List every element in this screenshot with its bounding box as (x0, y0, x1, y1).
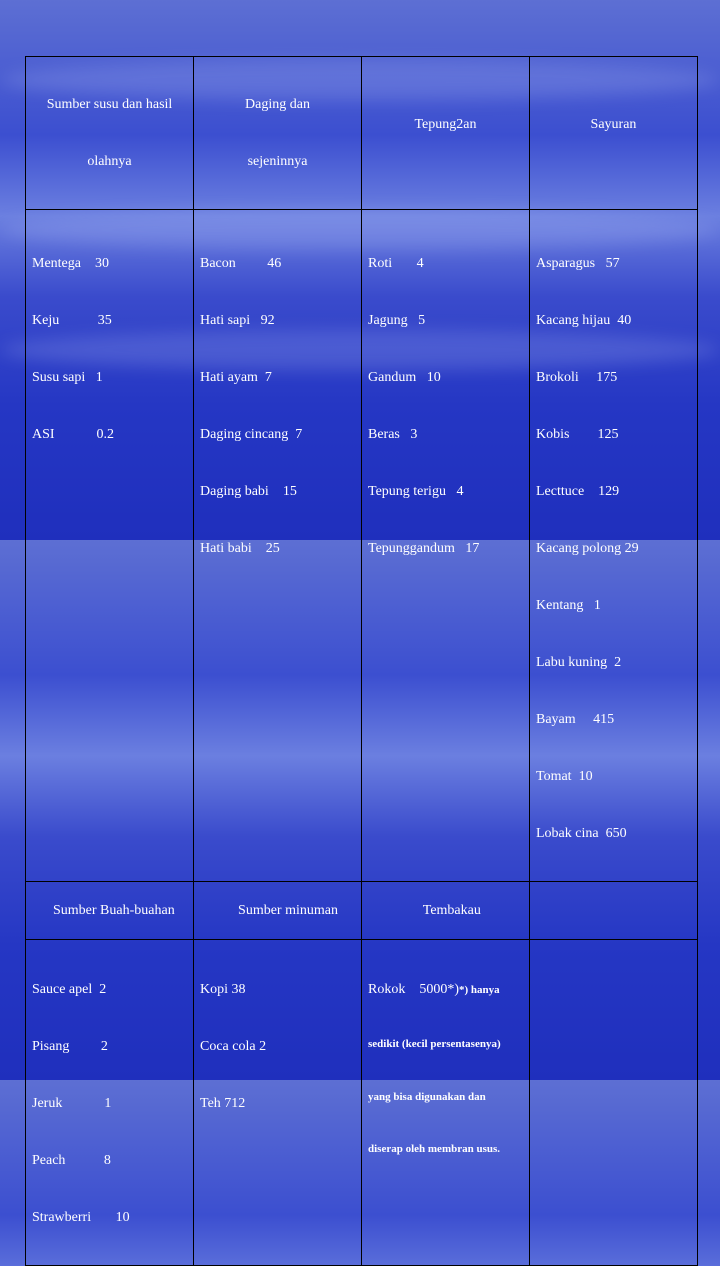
header-label: Sumber Buah-buahan (53, 903, 175, 918)
list-item: Teh 712 (200, 1096, 246, 1111)
tembakau-row (368, 980, 523, 999)
nutrition-table (25, 56, 698, 1266)
list-item: Lobak cina 650 (536, 826, 627, 841)
header-line: sejeninnya (247, 154, 308, 169)
list-item: Gandum 10 (368, 370, 441, 385)
cell-susu (26, 210, 194, 882)
cell-sayuran (530, 210, 698, 882)
header-sayuran (530, 57, 698, 210)
header-line: Tepung2an (414, 116, 477, 132)
list-item: Susu sapi 1 (32, 370, 103, 385)
list-item: Hati sapi 92 (200, 313, 275, 328)
tembakau-note-inline: *) hanya (459, 984, 500, 996)
header-label: Sumber minuman (238, 903, 338, 918)
header-line: Sumber susu dan hasil (46, 97, 173, 112)
list-item: Tepunggandum 17 (368, 541, 480, 556)
list-item: Strawberri 10 (32, 1210, 130, 1225)
cell-daging (194, 210, 362, 882)
list-item: Daging babi 15 (200, 484, 297, 499)
tembakau-note: diserap oleh membran usus. (368, 1143, 501, 1155)
list-item: Daging cincang 7 (200, 427, 303, 442)
table-row (26, 882, 698, 940)
list-item: Roti 4 (368, 256, 424, 271)
list-item: Brokoli 175 (536, 370, 618, 385)
list-item: Mentega 30 (32, 256, 109, 271)
header-label: Tembakau (422, 903, 481, 918)
list-item: Sauce apel 2 (32, 982, 107, 997)
tembakau-main: Rokok 5000*) (368, 982, 459, 997)
list-item: Kopi 38 (200, 982, 246, 997)
list-item: Pisang 2 (32, 1039, 108, 1054)
table-row (26, 57, 698, 210)
header-line: Sayuran (590, 116, 637, 132)
list-item: Coca cola 2 (200, 1039, 267, 1054)
header-minuman (194, 882, 362, 940)
list-item: Jagung 5 (368, 313, 426, 328)
cell-buah (26, 940, 194, 1266)
header-empty (530, 882, 698, 940)
list-item: Keju 35 (32, 313, 112, 328)
list-item: Kobis 125 (536, 427, 619, 442)
list-item: Asparagus 57 (536, 256, 620, 271)
header-tepung (362, 57, 530, 210)
header-daging (194, 57, 362, 210)
tembakau-note: yang bisa digunakan dan (368, 1090, 486, 1103)
list-item: Bayam 415 (536, 712, 615, 727)
tembakau-note: sedikit (kecil persentasenya) (368, 1038, 501, 1050)
list-item: Labu kuning 2 (536, 655, 622, 670)
cell-minuman (194, 940, 362, 1266)
list-item: Hati babi 25 (200, 541, 280, 556)
header-line: Daging dan (245, 97, 310, 112)
list-item: Peach 8 (32, 1153, 111, 1168)
header-susu (26, 57, 194, 210)
header-line: olahnya (87, 154, 132, 169)
header-tembakau (362, 882, 530, 940)
table-row (26, 940, 698, 1266)
list-item: Kentang 1 (536, 598, 601, 613)
list-item: Beras 3 (368, 427, 418, 442)
list-item: ASI 0.2 (32, 427, 115, 442)
list-item: Lecttuce 129 (536, 484, 620, 499)
list-item: Tomat 10 (536, 769, 593, 784)
table-row (26, 210, 698, 882)
list-item: Jeruk 1 (32, 1096, 112, 1111)
list-item: Tepung terigu 4 (368, 484, 464, 499)
list-item: Hati ayam 7 (200, 370, 272, 385)
list-item: Bacon 46 (200, 256, 282, 271)
cell-tepung (362, 210, 530, 882)
cell-tembakau (362, 940, 530, 1266)
cell-empty (530, 940, 698, 1266)
list-item: Kacang polong 29 (536, 541, 639, 556)
header-buah (26, 882, 194, 940)
list-item: Kacang hijau 40 (536, 313, 632, 328)
